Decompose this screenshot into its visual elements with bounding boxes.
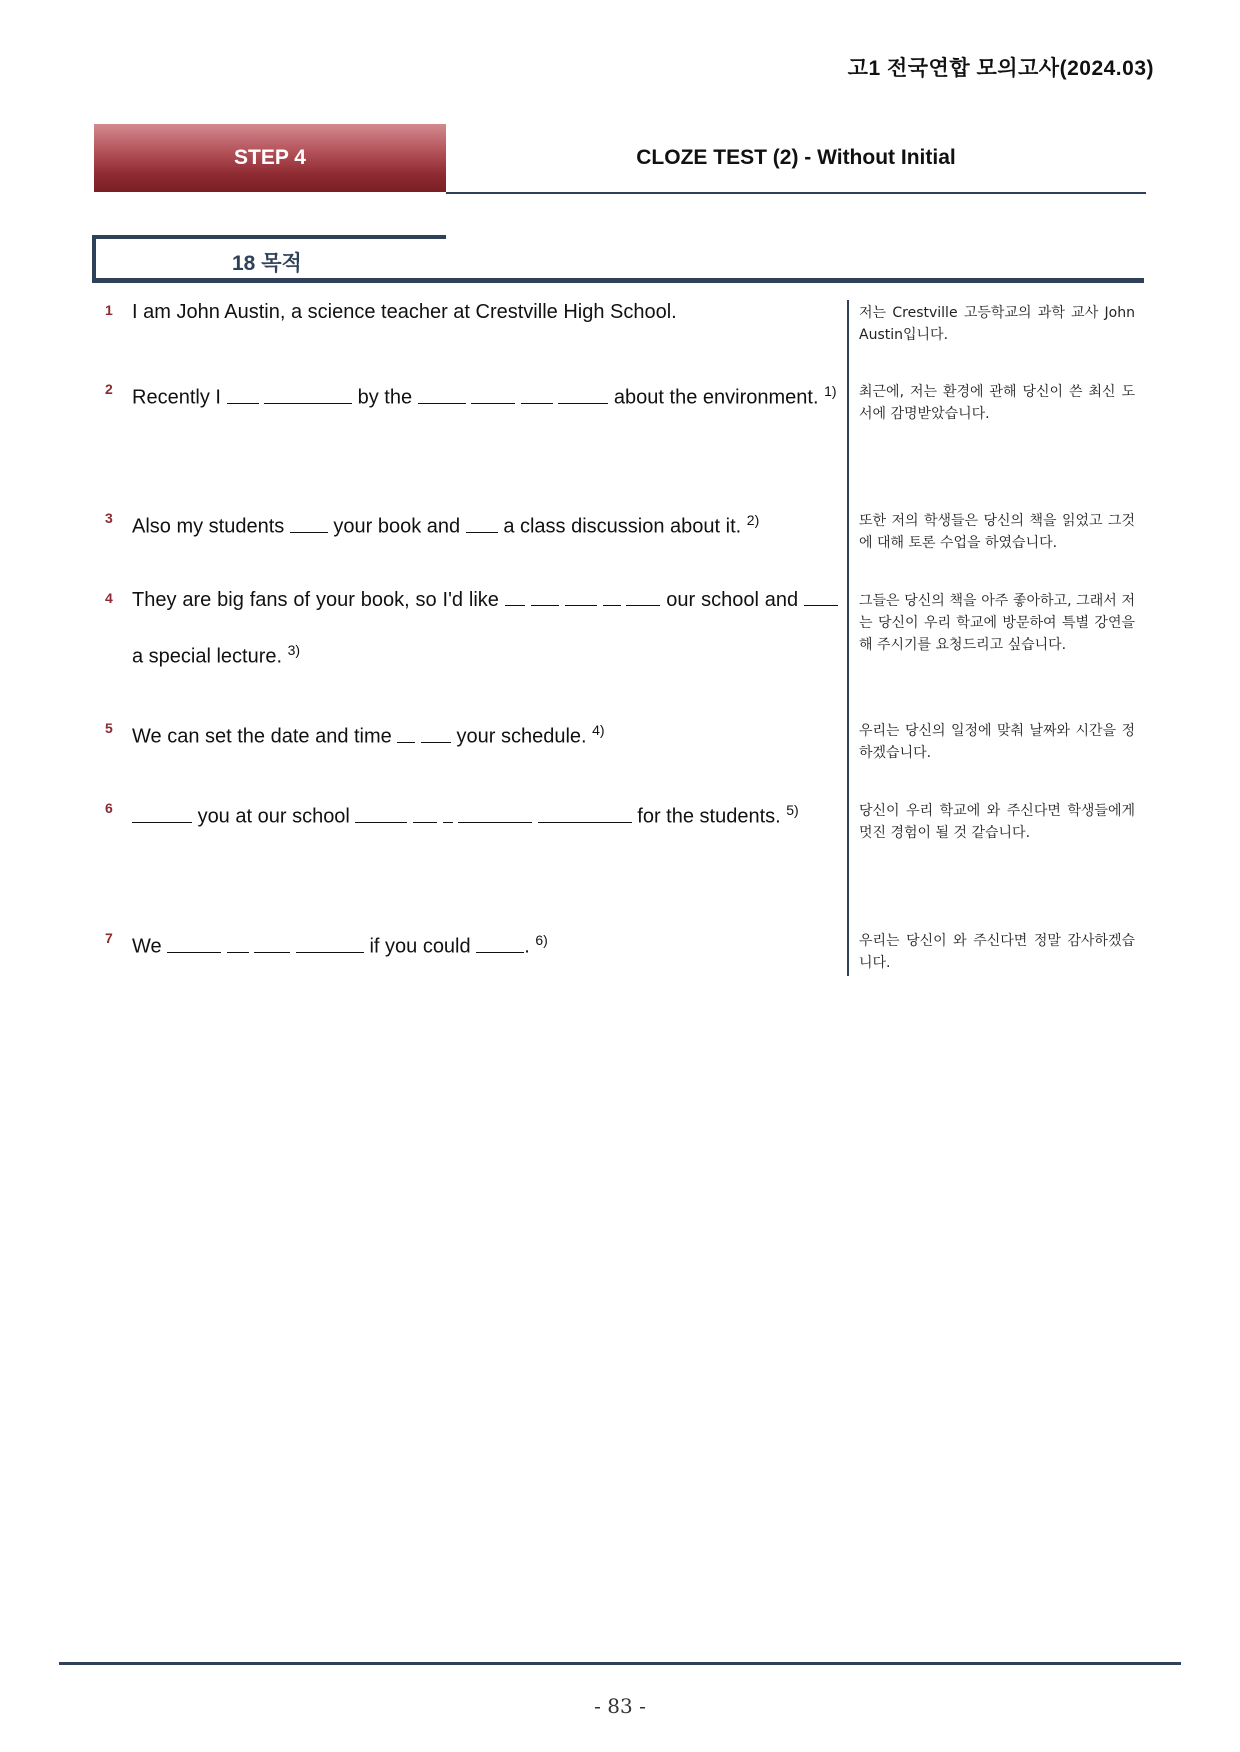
english-sentence <box>132 575 838 682</box>
korean-translation: 최근에, 저는 환경에 관해 당신이 쓴 최신 도서에 감명받았습니다. <box>859 384 1135 422</box>
answer-blank[interactable] <box>558 385 608 404</box>
footnote-marker: 2) <box>746 512 760 528</box>
answer-blank[interactable] <box>296 934 364 953</box>
sentence-text: They are big fans of your book, so I'd like <box>132 589 499 611</box>
answer-blank[interactable] <box>505 587 525 606</box>
sentence-text: if you could <box>369 935 471 958</box>
sentence-text: you at our school <box>197 805 350 828</box>
footnote-marker: 3) <box>287 642 301 658</box>
answer-blank[interactable] <box>521 385 553 404</box>
english-sentence <box>132 366 838 423</box>
answer-blank[interactable] <box>413 804 437 823</box>
answer-blank[interactable] <box>418 385 466 404</box>
sentence-text: your book and <box>333 515 461 538</box>
english-sentence <box>132 495 838 552</box>
footnote-marker: 5) <box>786 802 799 818</box>
sentence-text: by the <box>357 386 413 409</box>
korean-translation: 또한 저의 학생들은 당신의 책을 읽었고 그것에 대해 토론 수업을 하였습니다. <box>859 513 1135 551</box>
sentence-text: our school and <box>666 589 799 611</box>
sentence-text: a special lecture. <box>132 645 283 668</box>
column-divider <box>847 300 849 976</box>
answer-blank[interactable] <box>626 587 660 606</box>
answer-blank[interactable] <box>466 514 498 533</box>
answer-blank[interactable] <box>565 587 597 606</box>
answer-blank[interactable] <box>290 514 328 533</box>
section-label: 18 목적 <box>232 252 302 275</box>
footnote-marker: 4) <box>592 722 605 738</box>
answer-blank[interactable] <box>531 587 559 606</box>
english-sentence <box>132 287 838 337</box>
answer-blank[interactable] <box>227 385 259 404</box>
korean-translation: 우리는 당신의 일정에 맞춰 날짜와 시간을 정하겠습니다. <box>859 723 1135 761</box>
footnote-marker: 1) <box>824 383 837 399</box>
sentence-text: We <box>132 935 162 958</box>
answer-blank[interactable] <box>421 724 451 743</box>
page-number: - 83 - <box>594 1694 646 1718</box>
english-sentence <box>132 785 838 842</box>
answer-blank[interactable] <box>476 934 524 953</box>
section-divider <box>92 278 1144 283</box>
sentence-text: Also my students <box>132 515 285 538</box>
exam-title: 고1 전국연합 모의고사(2024.03) <box>847 57 1154 80</box>
step-title: CLOZE TEST (2) - Without Initial <box>446 124 1146 194</box>
answer-blank[interactable] <box>167 934 221 953</box>
sentence-text: Recently I <box>132 386 221 409</box>
item-number: 1 <box>105 302 113 318</box>
sentence-text: for the students. <box>637 805 781 828</box>
sentence-text: about the environment. <box>613 386 819 409</box>
answer-blank[interactable] <box>227 934 249 953</box>
korean-translation: 당신이 우리 학교에 와 주신다면 학생들에게 멋진 경험이 될 것 같습니다. <box>859 803 1135 841</box>
answer-blank[interactable] <box>397 724 415 743</box>
sentence-text: We can set the date and time <box>132 725 392 748</box>
item-number: 6 <box>105 800 113 816</box>
footer-divider <box>59 1662 1181 1665</box>
answer-blank[interactable] <box>132 804 192 823</box>
korean-translation: 우리는 당신이 와 주신다면 정말 감사하겠습니다. <box>859 933 1135 971</box>
item-number: 4 <box>105 590 113 606</box>
item-number: 5 <box>105 720 113 736</box>
answer-blank[interactable] <box>603 587 621 606</box>
footnote-marker: 6) <box>535 932 548 948</box>
item-number: 7 <box>105 930 113 946</box>
answer-blank[interactable] <box>355 804 407 823</box>
step-label: STEP 4 <box>94 124 446 192</box>
english-sentence <box>132 915 838 972</box>
item-number: 2 <box>105 381 113 397</box>
sentence-text: . <box>524 935 530 958</box>
sentence-text: a class discussion about it. <box>503 515 742 538</box>
english-sentence <box>132 705 838 762</box>
answer-blank[interactable] <box>538 804 632 823</box>
sentence-text: I am John Austin, a science teacher at Crestville High School. <box>132 301 677 323</box>
answer-blank[interactable] <box>254 934 290 953</box>
answer-blank[interactable] <box>458 804 532 823</box>
korean-translation: 그들은 당신의 책을 아주 좋아하고, 그래서 저는 당신이 우리 학교에 방문하여 특별 강연을 해 주시기를 요청드리고 싶습니다. <box>859 593 1135 653</box>
answer-blank[interactable] <box>471 385 515 404</box>
korean-translation: 저는 Crestville 고등학교의 과학 교사 John Austin입니다. <box>859 305 1135 343</box>
section-header <box>92 235 1144 283</box>
item-number: 3 <box>105 510 113 526</box>
sentence-text: your schedule. <box>456 725 587 748</box>
answer-blank[interactable] <box>264 385 352 404</box>
answer-blank[interactable] <box>804 587 838 606</box>
answer-blank[interactable] <box>443 804 453 823</box>
